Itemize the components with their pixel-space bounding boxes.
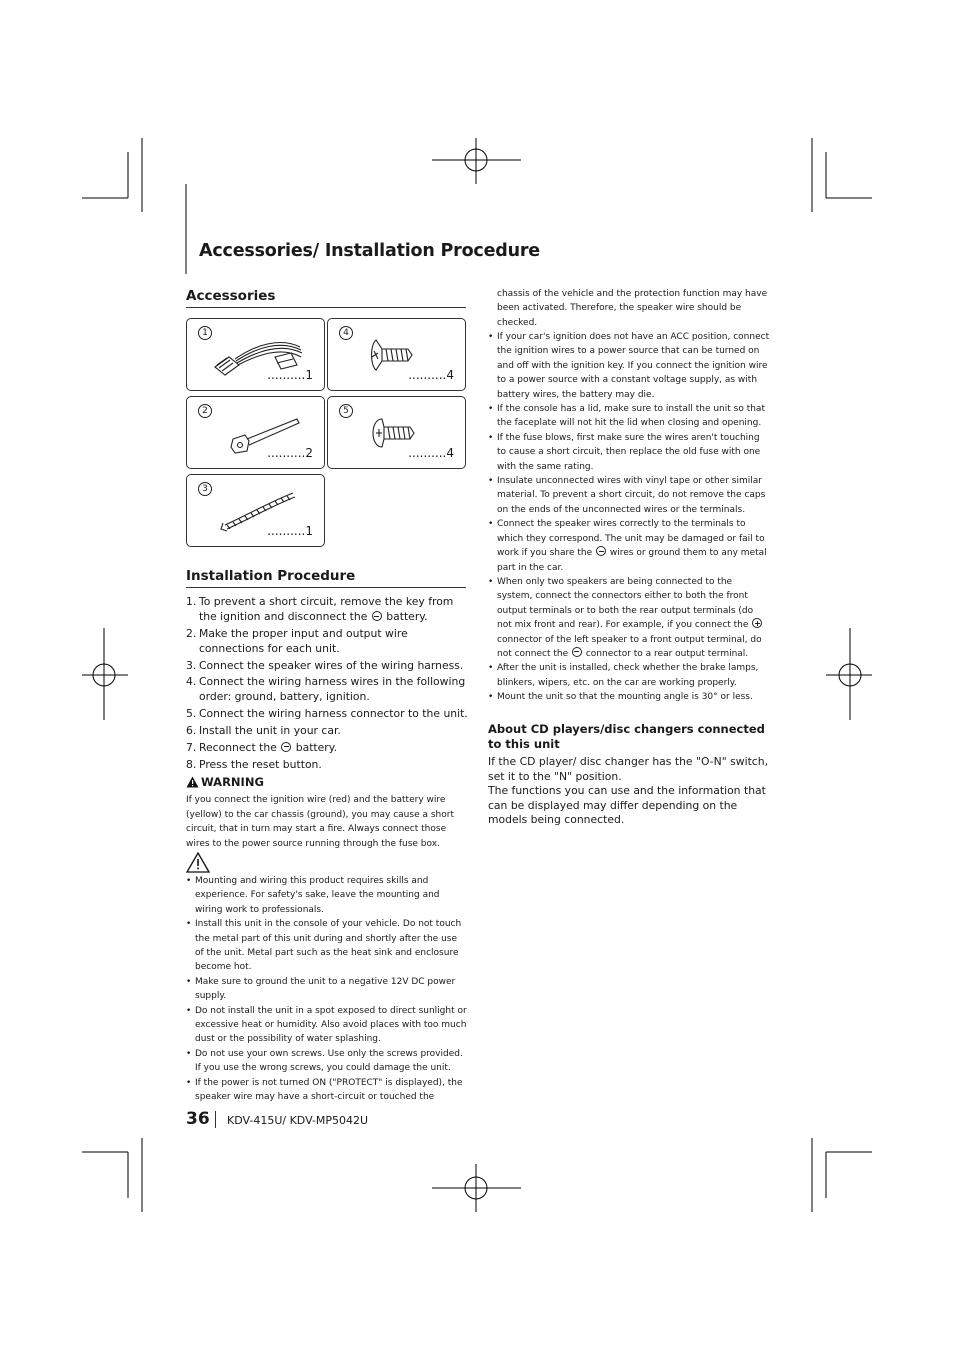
item-number: 4 xyxy=(339,326,353,340)
item-number: 5 xyxy=(339,404,353,418)
cd-section-heading: About CD players/disc changers connected to this unit xyxy=(488,722,765,751)
cd-paragraph-1: If the CD player/ disc changer has the "O-N" switch, set it to the "N" position. xyxy=(488,755,769,783)
installation-heading: Installation Procedure xyxy=(186,568,466,588)
step-item: 7. Reconnect the battery. xyxy=(186,740,338,754)
step-item: 5. Connect the wiring harness connector to the unit. xyxy=(186,707,468,721)
accessory-item-5 xyxy=(327,396,466,469)
continued-text: chassis of the vehicle and the protection function may have been activated. Therefore, the speaker wire should be checked. xyxy=(497,289,768,328)
warning-text: If you connect the ignition wire (red) and the battery wire (yellow) to the car chassis (ground), you may cause a short circuit, that in turn may start a fire. Always connect those wires to the power source running through the fuse box. xyxy=(186,795,454,849)
accessory-item-2 xyxy=(186,396,325,469)
caution-list-continued xyxy=(488,330,770,705)
plus-terminal-icon xyxy=(752,618,762,628)
minus-terminal-icon xyxy=(281,742,291,752)
page-title: Accessories/ Installation Procedure xyxy=(199,241,540,261)
footer-divider xyxy=(215,1111,216,1128)
accessories-heading: Accessories xyxy=(186,288,466,308)
item-number: 2 xyxy=(198,404,212,418)
list-item: • When only two speakers are being connected to the system, connect the connectors either to both the front output terminals or to both the rear output terminals (do not mix front and rear). For example, if you connect the connector of the left speaker to a front output terminal, do not connect the connector to a rear output terminal. xyxy=(488,575,770,661)
step-item: 3. Connect the speaker wires of the wiring harness. xyxy=(186,658,464,672)
installation-steps xyxy=(186,594,470,773)
item-number: 1 xyxy=(198,326,212,340)
step-item: 2. Make the proper input and output wire connections for each unit. xyxy=(186,626,408,655)
list-item: • If the console has a lid, make sure to install the unit so that the faceplate will not hit the lid when closing and opening. xyxy=(488,402,770,431)
item-quantity: ..........4 xyxy=(408,368,454,382)
caution-icon xyxy=(186,852,210,873)
warning-icon xyxy=(186,776,199,788)
step-item: 4. Connect the wiring harness wires in the following order: ground, battery, ignition. xyxy=(186,675,466,704)
item-quantity: ..........4 xyxy=(408,446,454,460)
item-quantity: ..........1 xyxy=(267,368,313,382)
warning-title: WARNING xyxy=(186,775,264,789)
minus-terminal-icon xyxy=(596,546,606,556)
item-number: 3 xyxy=(198,482,212,496)
caution-list xyxy=(186,874,468,1105)
item-quantity: ..........2 xyxy=(267,446,313,460)
step-item: 6. Install the unit in your car. xyxy=(186,723,341,737)
step-item: 1. To prevent a short circuit, remove the key from the ignition and disconnect the battery. xyxy=(186,595,454,623)
minus-terminal-icon xyxy=(572,647,582,657)
model-name: KDV-415U/ KDV-MP5042U xyxy=(227,1114,369,1127)
list-item: • Connect the speaker wires correctly to the terminals to which they correspond. The unit may be damaged or fail to work if you share the wires or ground them to any metal part in the car. xyxy=(488,517,770,575)
list-item: • Make sure to ground the unit to a negative 12V DC power supply. xyxy=(186,975,468,1004)
list-item: • If the power is not turned ON ("PROTECT" is displayed), the speaker wire may have a short-circuit or touched the xyxy=(186,1076,468,1105)
list-item: • Insulate unconnected wires with vinyl tape or other similar material. To prevent a short circuit, do not remove the caps on the ends of the unconnected wires or the terminals. xyxy=(488,474,770,517)
cd-paragraph-2: The functions you can use and the information that can be displayed may differ depending on the models being connected. xyxy=(488,784,766,827)
list-item: • Mounting and wiring this product requires skills and experience. For safety's sake, leave the mounting and wiring work to professionals. xyxy=(186,874,468,917)
list-item: • Mount the unit so that the mounting angle is 30° or less. xyxy=(488,690,770,704)
cd-section-body xyxy=(488,755,773,828)
minus-terminal-icon xyxy=(372,611,382,621)
accessory-item-4 xyxy=(327,318,466,391)
step-item: 8. Press the reset button. xyxy=(186,757,322,771)
list-item: • Install this unit in the console of your vehicle. Do not touch the metal part of this unit during and shortly after the use of the unit. Metal part such as the heat sink and enclosure become hot. xyxy=(186,917,468,975)
list-item: • Do not install the unit in a spot exposed to direct sunlight or excessive heat or humidity. Also avoid places with too much dust or the possibility of water splashing. xyxy=(186,1004,468,1047)
item-quantity: ..........1 xyxy=(267,524,313,538)
list-item: • Do not use your own screws. Use only the screws provided. If you use the wrong screws, you could damage the unit. xyxy=(186,1047,468,1076)
list-item: • If the fuse blows, first make sure the wires aren't touching to cause a short circuit, then replace the old fuse with one with the same rating. xyxy=(488,431,770,474)
list-item: • After the unit is installed, check whether the brake lamps, blinkers, wipers, etc. on the car are working properly. xyxy=(488,661,770,690)
accessory-item-3 xyxy=(186,474,325,547)
accessory-item-1 xyxy=(186,318,325,391)
page-number: 36 xyxy=(186,1109,210,1129)
list-item: • If your car's ignition does not have an ACC position, connect the ignition wires to a power source that can be turned on and off with the ignition key. If you connect the ignition wire to a power source with a constant voltage supply, as with battery wires, the battery may die. xyxy=(488,330,770,402)
